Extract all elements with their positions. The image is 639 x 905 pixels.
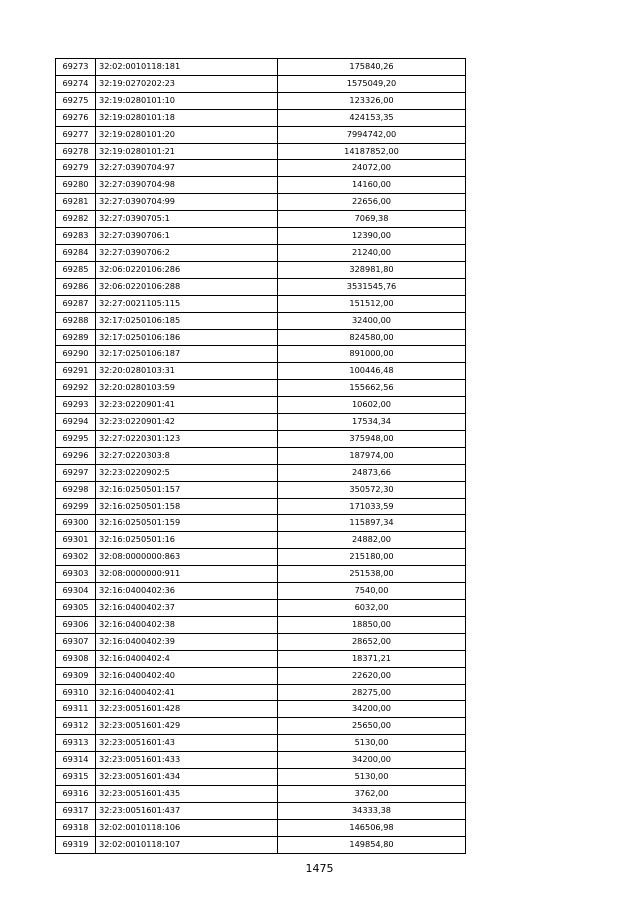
value-cell: 34200,00 (278, 701, 466, 718)
row-number-cell: 69312 (56, 718, 96, 735)
value-cell: 7069,38 (278, 211, 466, 228)
value-cell: 151512,00 (278, 295, 466, 312)
table-row (56, 600, 466, 617)
table-row (56, 211, 466, 228)
cadastral-number-cell: 32:23:0051601:435 (96, 785, 278, 802)
table-row (56, 532, 466, 549)
row-number-cell: 69306 (56, 616, 96, 633)
table-row (56, 59, 466, 76)
cadastral-number-cell: 32:27:0390705:1 (96, 211, 278, 228)
cadastral-number-cell: 32:23:0051601:43 (96, 735, 278, 752)
row-number-cell: 69275 (56, 92, 96, 109)
value-cell: 10602,00 (278, 397, 466, 414)
row-number-cell: 69281 (56, 194, 96, 211)
row-number-cell: 69319 (56, 836, 96, 853)
value-cell: 24072,00 (278, 160, 466, 177)
cadastral-number-cell: 32:02:0010118:106 (96, 819, 278, 836)
value-cell: 123326,00 (278, 92, 466, 109)
cadastral-number-cell: 32:16:0400402:38 (96, 616, 278, 633)
row-number-cell: 69278 (56, 143, 96, 160)
row-number-cell: 69313 (56, 735, 96, 752)
cadastral-number-cell: 32:17:0250106:185 (96, 312, 278, 329)
row-number-cell: 69279 (56, 160, 96, 177)
table-row (56, 295, 466, 312)
cadastral-number-cell: 32:16:0250501:158 (96, 498, 278, 515)
value-cell: 5130,00 (278, 735, 466, 752)
row-number-cell: 69305 (56, 600, 96, 617)
row-number-cell: 69274 (56, 75, 96, 92)
value-cell: 17534,34 (278, 414, 466, 431)
table-row (56, 278, 466, 295)
table-row (56, 498, 466, 515)
row-number-cell: 69297 (56, 464, 96, 481)
cadastral-number-cell: 32:19:0280101:20 (96, 126, 278, 143)
cadastral-number-cell: 32:16:0400402:39 (96, 633, 278, 650)
value-cell: 175840,26 (278, 59, 466, 76)
row-number-cell: 69284 (56, 244, 96, 261)
table-row (56, 802, 466, 819)
value-cell: 24873,66 (278, 464, 466, 481)
row-number-cell: 69311 (56, 701, 96, 718)
value-cell: 28652,00 (278, 633, 466, 650)
cadastral-number-cell: 32:27:0390704:98 (96, 177, 278, 194)
value-cell: 6032,00 (278, 600, 466, 617)
value-cell: 14187852,00 (278, 143, 466, 160)
page-number: 1475 (305, 862, 334, 875)
table-row (56, 397, 466, 414)
table-row (56, 380, 466, 397)
row-number-cell: 69276 (56, 109, 96, 126)
row-number-cell: 69287 (56, 295, 96, 312)
table-row (56, 684, 466, 701)
value-cell: 155662,56 (278, 380, 466, 397)
row-number-cell: 69283 (56, 228, 96, 245)
cadastral-number-cell: 32:20:0280103:31 (96, 363, 278, 380)
row-number-cell: 69301 (56, 532, 96, 549)
value-cell: 12390,00 (278, 228, 466, 245)
table-row (56, 228, 466, 245)
row-number-cell: 69308 (56, 650, 96, 667)
row-number-cell: 69317 (56, 802, 96, 819)
table-row (56, 261, 466, 278)
value-cell: 146506,98 (278, 819, 466, 836)
value-cell: 22620,00 (278, 667, 466, 684)
cadastral-number-cell: 32:19:0270202:23 (96, 75, 278, 92)
cadastral-number-cell: 32:27:0220303:8 (96, 447, 278, 464)
value-cell: 375948,00 (278, 430, 466, 447)
table-row (56, 515, 466, 532)
value-cell: 891000,00 (278, 346, 466, 363)
cadastral-number-cell: 32:06:0220106:288 (96, 278, 278, 295)
table-row (56, 583, 466, 600)
table-row (56, 363, 466, 380)
table-row (56, 109, 466, 126)
cadastral-number-cell: 32:27:0390704:99 (96, 194, 278, 211)
table-row (56, 549, 466, 566)
value-cell: 3531545,76 (278, 278, 466, 295)
value-cell: 21240,00 (278, 244, 466, 261)
table-row (56, 752, 466, 769)
table-row (56, 194, 466, 211)
table-row (56, 481, 466, 498)
cadastral-number-cell: 32:02:0010118:181 (96, 59, 278, 76)
row-number-cell: 69316 (56, 785, 96, 802)
cadastral-number-cell: 32:02:0010118:107 (96, 836, 278, 853)
cadastral-number-cell: 32:27:0390704:97 (96, 160, 278, 177)
table-row (56, 346, 466, 363)
table-row (56, 701, 466, 718)
cadastral-number-cell: 32:16:0400402:37 (96, 600, 278, 617)
cadastral-number-cell: 32:19:0280101:21 (96, 143, 278, 160)
table-row (56, 769, 466, 786)
value-cell: 14160,00 (278, 177, 466, 194)
table-row (56, 75, 466, 92)
table-row (56, 430, 466, 447)
cadastral-number-cell: 32:16:0400402:40 (96, 667, 278, 684)
table-row (56, 126, 466, 143)
row-number-cell: 69291 (56, 363, 96, 380)
value-cell: 350572,30 (278, 481, 466, 498)
cadastral-number-cell: 32:23:0220901:41 (96, 397, 278, 414)
cadastral-number-cell: 32:23:0220901:42 (96, 414, 278, 431)
cadastral-number-cell: 32:16:0400402:41 (96, 684, 278, 701)
cadastral-number-cell: 32:06:0220106:286 (96, 261, 278, 278)
table-row (56, 667, 466, 684)
value-cell: 32400,00 (278, 312, 466, 329)
table-body (56, 59, 466, 854)
row-number-cell: 69288 (56, 312, 96, 329)
cadastral-number-cell: 32:08:0000000:911 (96, 566, 278, 583)
table-row (56, 244, 466, 261)
row-number-cell: 69296 (56, 447, 96, 464)
table-row (56, 160, 466, 177)
row-number-cell: 69302 (56, 549, 96, 566)
row-number-cell: 69282 (56, 211, 96, 228)
cadastral-number-cell: 32:16:0250501:159 (96, 515, 278, 532)
value-cell: 7540,00 (278, 583, 466, 600)
row-number-cell: 69309 (56, 667, 96, 684)
cadastral-number-cell: 32:23:0051601:437 (96, 802, 278, 819)
cadastral-number-cell: 32:27:0021105:115 (96, 295, 278, 312)
table-row (56, 464, 466, 481)
cadastral-number-cell: 32:23:0051601:434 (96, 769, 278, 786)
value-cell: 28275,00 (278, 684, 466, 701)
row-number-cell: 69314 (56, 752, 96, 769)
row-number-cell: 69299 (56, 498, 96, 515)
row-number-cell: 69292 (56, 380, 96, 397)
row-number-cell: 69286 (56, 278, 96, 295)
table-row (56, 650, 466, 667)
cadastral-number-cell: 32:19:0280101:18 (96, 109, 278, 126)
value-cell: 25650,00 (278, 718, 466, 735)
value-cell: 824580,00 (278, 329, 466, 346)
row-number-cell: 69273 (56, 59, 96, 76)
table-row (56, 566, 466, 583)
table-row (56, 735, 466, 752)
value-cell: 424153,35 (278, 109, 466, 126)
value-cell: 24882,00 (278, 532, 466, 549)
value-cell: 328981,80 (278, 261, 466, 278)
row-number-cell: 69293 (56, 397, 96, 414)
row-number-cell: 69315 (56, 769, 96, 786)
cadastral-number-cell: 32:17:0250106:187 (96, 346, 278, 363)
cadastral-number-cell: 32:23:0051601:429 (96, 718, 278, 735)
table-row (56, 414, 466, 431)
value-cell: 149854,80 (278, 836, 466, 853)
cadastral-number-cell: 32:23:0220902:5 (96, 464, 278, 481)
cadastral-number-cell: 32:17:0250106:186 (96, 329, 278, 346)
cadastral-number-cell: 32:27:0220301:123 (96, 430, 278, 447)
value-cell: 7994742,00 (278, 126, 466, 143)
cadastral-value-table (55, 58, 466, 854)
cadastral-number-cell: 32:08:0000000:863 (96, 549, 278, 566)
value-cell: 251538,00 (278, 566, 466, 583)
row-number-cell: 69290 (56, 346, 96, 363)
value-cell: 22656,00 (278, 194, 466, 211)
value-cell: 3762,00 (278, 785, 466, 802)
table-row (56, 836, 466, 853)
cadastral-number-cell: 32:27:0390706:1 (96, 228, 278, 245)
table-row (56, 718, 466, 735)
table-row (56, 92, 466, 109)
table-row (56, 785, 466, 802)
cadastral-number-cell: 32:27:0390706:2 (96, 244, 278, 261)
table-row (56, 819, 466, 836)
value-cell: 34200,00 (278, 752, 466, 769)
value-cell: 5130,00 (278, 769, 466, 786)
row-number-cell: 69307 (56, 633, 96, 650)
value-cell: 215180,00 (278, 549, 466, 566)
table-row (56, 143, 466, 160)
value-cell: 187974,00 (278, 447, 466, 464)
value-cell: 115897,34 (278, 515, 466, 532)
value-cell: 18371,21 (278, 650, 466, 667)
value-cell: 100446,48 (278, 363, 466, 380)
row-number-cell: 69280 (56, 177, 96, 194)
row-number-cell: 69303 (56, 566, 96, 583)
table-row (56, 616, 466, 633)
cadastral-number-cell: 32:16:0250501:157 (96, 481, 278, 498)
cadastral-number-cell: 32:23:0051601:433 (96, 752, 278, 769)
table-row (56, 312, 466, 329)
row-number-cell: 69294 (56, 414, 96, 431)
table-row (56, 447, 466, 464)
table-row (56, 633, 466, 650)
row-number-cell: 69310 (56, 684, 96, 701)
row-number-cell: 69318 (56, 819, 96, 836)
row-number-cell: 69289 (56, 329, 96, 346)
row-number-cell: 69300 (56, 515, 96, 532)
cadastral-number-cell: 32:16:0400402:4 (96, 650, 278, 667)
cadastral-number-cell: 32:20:0280103:59 (96, 380, 278, 397)
table-row (56, 329, 466, 346)
value-cell: 171033,59 (278, 498, 466, 515)
row-number-cell: 69304 (56, 583, 96, 600)
value-cell: 34333,38 (278, 802, 466, 819)
cadastral-number-cell: 32:16:0400402:36 (96, 583, 278, 600)
cadastral-number-cell: 32:16:0250501:16 (96, 532, 278, 549)
value-cell: 1575049,20 (278, 75, 466, 92)
table-row (56, 177, 466, 194)
value-cell: 18850,00 (278, 616, 466, 633)
row-number-cell: 69295 (56, 430, 96, 447)
row-number-cell: 69277 (56, 126, 96, 143)
cadastral-number-cell: 32:19:0280101:10 (96, 92, 278, 109)
cadastral-number-cell: 32:23:0051601:428 (96, 701, 278, 718)
row-number-cell: 69298 (56, 481, 96, 498)
row-number-cell: 69285 (56, 261, 96, 278)
